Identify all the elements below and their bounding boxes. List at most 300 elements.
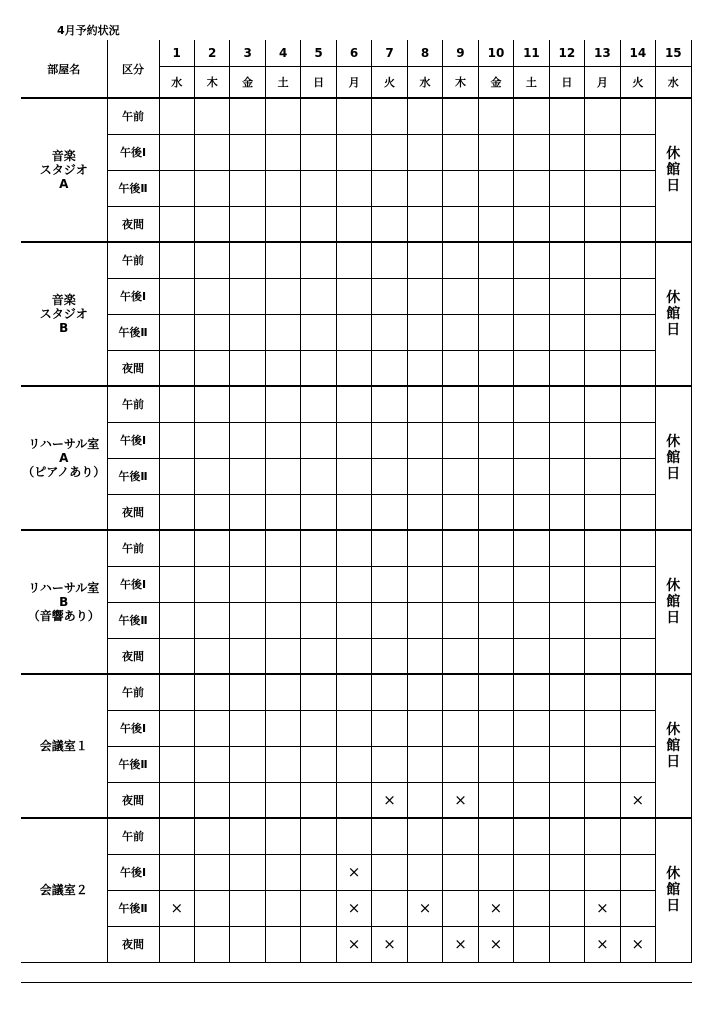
available-cell[interactable] [265,134,300,170]
available-cell[interactable] [265,242,300,278]
available-cell[interactable] [443,890,478,926]
available-cell[interactable] [443,314,478,350]
available-cell[interactable] [159,314,194,350]
available-cell[interactable] [514,782,549,818]
available-cell[interactable] [549,134,584,170]
available-cell[interactable] [478,818,513,854]
available-cell[interactable] [265,926,300,962]
booked-mark[interactable]: × [336,854,371,890]
available-cell[interactable] [230,710,265,746]
available-cell[interactable] [159,170,194,206]
available-cell[interactable] [372,386,407,422]
available-cell[interactable] [159,458,194,494]
available-cell[interactable] [372,278,407,314]
available-cell[interactable] [372,422,407,458]
available-cell[interactable] [230,98,265,134]
available-cell[interactable] [265,314,300,350]
available-cell[interactable] [301,638,336,674]
available-cell[interactable] [301,458,336,494]
available-cell[interactable] [407,674,442,710]
available-cell[interactable] [407,170,442,206]
available-cell[interactable] [549,674,584,710]
available-cell[interactable] [407,746,442,782]
available-cell[interactable] [549,98,584,134]
available-cell[interactable] [478,530,513,566]
available-cell[interactable] [230,674,265,710]
booked-mark[interactable]: × [478,926,513,962]
available-cell[interactable] [265,818,300,854]
available-cell[interactable] [194,206,229,242]
available-cell[interactable] [230,566,265,602]
available-cell[interactable] [478,206,513,242]
available-cell[interactable] [336,422,371,458]
available-cell[interactable] [301,314,336,350]
available-cell[interactable] [585,350,620,386]
available-cell[interactable] [620,422,655,458]
available-cell[interactable] [265,674,300,710]
available-cell[interactable] [159,530,194,566]
available-cell[interactable] [585,422,620,458]
available-cell[interactable] [620,566,655,602]
available-cell[interactable] [265,278,300,314]
available-cell[interactable] [407,134,442,170]
available-cell[interactable] [443,170,478,206]
available-cell[interactable] [194,134,229,170]
available-cell[interactable] [514,638,549,674]
available-cell[interactable] [301,530,336,566]
available-cell[interactable] [301,926,336,962]
booked-mark[interactable]: × [585,926,620,962]
available-cell[interactable] [407,350,442,386]
available-cell[interactable] [478,638,513,674]
available-cell[interactable] [265,422,300,458]
available-cell[interactable] [549,530,584,566]
available-cell[interactable] [478,278,513,314]
available-cell[interactable] [478,386,513,422]
available-cell[interactable] [585,674,620,710]
available-cell[interactable] [194,242,229,278]
available-cell[interactable] [194,602,229,638]
available-cell[interactable] [336,350,371,386]
booked-mark[interactable]: × [478,890,513,926]
available-cell[interactable] [194,170,229,206]
available-cell[interactable] [620,494,655,530]
available-cell[interactable] [620,854,655,890]
available-cell[interactable] [620,710,655,746]
available-cell[interactable] [443,350,478,386]
available-cell[interactable] [443,386,478,422]
available-cell[interactable] [585,494,620,530]
available-cell[interactable] [620,242,655,278]
available-cell[interactable] [585,710,620,746]
available-cell[interactable] [443,206,478,242]
available-cell[interactable] [478,422,513,458]
available-cell[interactable] [514,746,549,782]
booked-mark[interactable]: × [159,890,194,926]
available-cell[interactable] [549,314,584,350]
available-cell[interactable] [265,890,300,926]
available-cell[interactable] [265,710,300,746]
available-cell[interactable] [620,638,655,674]
available-cell[interactable] [265,458,300,494]
available-cell[interactable] [265,494,300,530]
available-cell[interactable] [194,350,229,386]
available-cell[interactable] [620,890,655,926]
available-cell[interactable] [159,494,194,530]
available-cell[interactable] [265,350,300,386]
available-cell[interactable] [372,494,407,530]
available-cell[interactable] [336,710,371,746]
available-cell[interactable] [372,602,407,638]
available-cell[interactable] [372,98,407,134]
available-cell[interactable] [443,98,478,134]
available-cell[interactable] [549,926,584,962]
available-cell[interactable] [620,386,655,422]
available-cell[interactable] [514,926,549,962]
available-cell[interactable] [336,242,371,278]
available-cell[interactable] [301,854,336,890]
available-cell[interactable] [230,602,265,638]
available-cell[interactable] [585,566,620,602]
available-cell[interactable] [194,890,229,926]
available-cell[interactable] [159,278,194,314]
available-cell[interactable] [549,206,584,242]
available-cell[interactable] [301,350,336,386]
available-cell[interactable] [620,98,655,134]
available-cell[interactable] [372,746,407,782]
available-cell[interactable] [585,638,620,674]
available-cell[interactable] [514,386,549,422]
available-cell[interactable] [265,170,300,206]
booked-mark[interactable]: × [336,926,371,962]
available-cell[interactable] [407,458,442,494]
available-cell[interactable] [443,566,478,602]
available-cell[interactable] [585,818,620,854]
available-cell[interactable] [407,602,442,638]
available-cell[interactable] [443,458,478,494]
available-cell[interactable] [159,926,194,962]
available-cell[interactable] [230,926,265,962]
available-cell[interactable] [194,278,229,314]
available-cell[interactable] [514,494,549,530]
available-cell[interactable] [549,782,584,818]
available-cell[interactable] [265,638,300,674]
booked-mark[interactable]: × [407,890,442,926]
available-cell[interactable] [372,566,407,602]
available-cell[interactable] [336,386,371,422]
available-cell[interactable] [159,134,194,170]
available-cell[interactable] [301,890,336,926]
available-cell[interactable] [549,350,584,386]
available-cell[interactable] [443,674,478,710]
available-cell[interactable] [620,746,655,782]
booked-mark[interactable]: × [443,782,478,818]
available-cell[interactable] [336,278,371,314]
available-cell[interactable] [336,206,371,242]
available-cell[interactable] [230,746,265,782]
available-cell[interactable] [620,818,655,854]
available-cell[interactable] [514,566,549,602]
available-cell[interactable] [514,710,549,746]
available-cell[interactable] [372,170,407,206]
available-cell[interactable] [443,602,478,638]
available-cell[interactable] [230,206,265,242]
available-cell[interactable] [407,710,442,746]
available-cell[interactable] [407,638,442,674]
available-cell[interactable] [549,710,584,746]
available-cell[interactable] [443,854,478,890]
available-cell[interactable] [407,782,442,818]
available-cell[interactable] [265,206,300,242]
available-cell[interactable] [230,314,265,350]
available-cell[interactable] [265,386,300,422]
available-cell[interactable] [301,170,336,206]
available-cell[interactable] [372,710,407,746]
available-cell[interactable] [478,854,513,890]
available-cell[interactable] [407,242,442,278]
available-cell[interactable] [514,602,549,638]
available-cell[interactable] [443,746,478,782]
available-cell[interactable] [585,134,620,170]
available-cell[interactable] [336,602,371,638]
available-cell[interactable] [585,602,620,638]
available-cell[interactable] [372,674,407,710]
available-cell[interactable] [407,818,442,854]
available-cell[interactable] [585,98,620,134]
available-cell[interactable] [620,170,655,206]
available-cell[interactable] [336,170,371,206]
available-cell[interactable] [159,746,194,782]
available-cell[interactable] [336,494,371,530]
available-cell[interactable] [620,314,655,350]
available-cell[interactable] [159,422,194,458]
available-cell[interactable] [585,170,620,206]
available-cell[interactable] [230,530,265,566]
available-cell[interactable] [159,710,194,746]
available-cell[interactable] [585,530,620,566]
available-cell[interactable] [336,818,371,854]
available-cell[interactable] [478,458,513,494]
available-cell[interactable] [372,206,407,242]
available-cell[interactable] [407,854,442,890]
available-cell[interactable] [549,278,584,314]
booked-mark[interactable]: × [336,890,371,926]
available-cell[interactable] [443,710,478,746]
available-cell[interactable] [230,818,265,854]
available-cell[interactable] [478,746,513,782]
available-cell[interactable] [443,530,478,566]
available-cell[interactable] [514,98,549,134]
available-cell[interactable] [159,638,194,674]
available-cell[interactable] [443,278,478,314]
available-cell[interactable] [549,746,584,782]
available-cell[interactable] [372,818,407,854]
available-cell[interactable] [336,134,371,170]
available-cell[interactable] [230,782,265,818]
available-cell[interactable] [514,854,549,890]
available-cell[interactable] [478,170,513,206]
available-cell[interactable] [514,422,549,458]
available-cell[interactable] [514,458,549,494]
available-cell[interactable] [549,422,584,458]
available-cell[interactable] [372,458,407,494]
available-cell[interactable] [407,278,442,314]
available-cell[interactable] [159,818,194,854]
available-cell[interactable] [230,854,265,890]
available-cell[interactable] [301,278,336,314]
available-cell[interactable] [194,458,229,494]
available-cell[interactable] [514,278,549,314]
available-cell[interactable] [585,314,620,350]
available-cell[interactable] [159,350,194,386]
booked-mark[interactable]: × [372,782,407,818]
booked-mark[interactable]: × [585,890,620,926]
available-cell[interactable] [585,206,620,242]
available-cell[interactable] [443,638,478,674]
available-cell[interactable] [478,782,513,818]
available-cell[interactable] [230,242,265,278]
available-cell[interactable] [194,566,229,602]
available-cell[interactable] [159,98,194,134]
available-cell[interactable] [620,278,655,314]
available-cell[interactable] [585,242,620,278]
available-cell[interactable] [301,710,336,746]
available-cell[interactable] [230,350,265,386]
available-cell[interactable] [336,98,371,134]
available-cell[interactable] [194,818,229,854]
available-cell[interactable] [336,566,371,602]
available-cell[interactable] [514,674,549,710]
booked-mark[interactable]: × [372,926,407,962]
available-cell[interactable] [549,494,584,530]
available-cell[interactable] [514,314,549,350]
available-cell[interactable] [194,530,229,566]
available-cell[interactable] [230,386,265,422]
available-cell[interactable] [230,638,265,674]
available-cell[interactable] [265,782,300,818]
available-cell[interactable] [372,242,407,278]
available-cell[interactable] [407,530,442,566]
available-cell[interactable] [478,314,513,350]
available-cell[interactable] [514,206,549,242]
available-cell[interactable] [194,422,229,458]
available-cell[interactable] [301,566,336,602]
available-cell[interactable] [159,386,194,422]
available-cell[interactable] [301,206,336,242]
available-cell[interactable] [478,98,513,134]
available-cell[interactable] [514,890,549,926]
available-cell[interactable] [407,566,442,602]
available-cell[interactable] [478,350,513,386]
available-cell[interactable] [620,134,655,170]
available-cell[interactable] [230,494,265,530]
available-cell[interactable] [301,134,336,170]
available-cell[interactable] [514,350,549,386]
available-cell[interactable] [159,242,194,278]
available-cell[interactable] [443,494,478,530]
available-cell[interactable] [372,350,407,386]
available-cell[interactable] [194,494,229,530]
available-cell[interactable] [620,458,655,494]
available-cell[interactable] [478,566,513,602]
available-cell[interactable] [549,170,584,206]
available-cell[interactable] [372,890,407,926]
available-cell[interactable] [265,602,300,638]
available-cell[interactable] [194,386,229,422]
available-cell[interactable] [407,422,442,458]
available-cell[interactable] [549,638,584,674]
available-cell[interactable] [549,386,584,422]
available-cell[interactable] [443,818,478,854]
available-cell[interactable] [585,746,620,782]
available-cell[interactable] [194,710,229,746]
available-cell[interactable] [194,782,229,818]
available-cell[interactable] [443,242,478,278]
available-cell[interactable] [265,566,300,602]
available-cell[interactable] [336,746,371,782]
available-cell[interactable] [549,818,584,854]
available-cell[interactable] [372,530,407,566]
available-cell[interactable] [194,674,229,710]
available-cell[interactable] [585,854,620,890]
available-cell[interactable] [230,422,265,458]
available-cell[interactable] [407,926,442,962]
available-cell[interactable] [301,782,336,818]
available-cell[interactable] [372,314,407,350]
available-cell[interactable] [407,314,442,350]
available-cell[interactable] [478,710,513,746]
available-cell[interactable] [301,674,336,710]
available-cell[interactable] [301,242,336,278]
available-cell[interactable] [585,386,620,422]
available-cell[interactable] [159,854,194,890]
available-cell[interactable] [336,782,371,818]
available-cell[interactable] [478,602,513,638]
available-cell[interactable] [301,98,336,134]
available-cell[interactable] [159,674,194,710]
available-cell[interactable] [620,674,655,710]
available-cell[interactable] [336,674,371,710]
available-cell[interactable] [265,746,300,782]
available-cell[interactable] [301,818,336,854]
available-cell[interactable] [301,494,336,530]
available-cell[interactable] [336,314,371,350]
available-cell[interactable] [336,458,371,494]
available-cell[interactable] [372,854,407,890]
available-cell[interactable] [620,350,655,386]
available-cell[interactable] [514,170,549,206]
available-cell[interactable] [407,386,442,422]
available-cell[interactable] [159,782,194,818]
available-cell[interactable] [514,134,549,170]
available-cell[interactable] [620,602,655,638]
available-cell[interactable] [407,206,442,242]
available-cell[interactable] [549,458,584,494]
available-cell[interactable] [443,134,478,170]
available-cell[interactable] [407,494,442,530]
available-cell[interactable] [478,674,513,710]
available-cell[interactable] [549,566,584,602]
available-cell[interactable] [372,134,407,170]
available-cell[interactable] [585,782,620,818]
available-cell[interactable] [514,242,549,278]
available-cell[interactable] [230,278,265,314]
available-cell[interactable] [194,98,229,134]
available-cell[interactable] [514,530,549,566]
available-cell[interactable] [230,134,265,170]
available-cell[interactable] [301,422,336,458]
available-cell[interactable] [194,746,229,782]
